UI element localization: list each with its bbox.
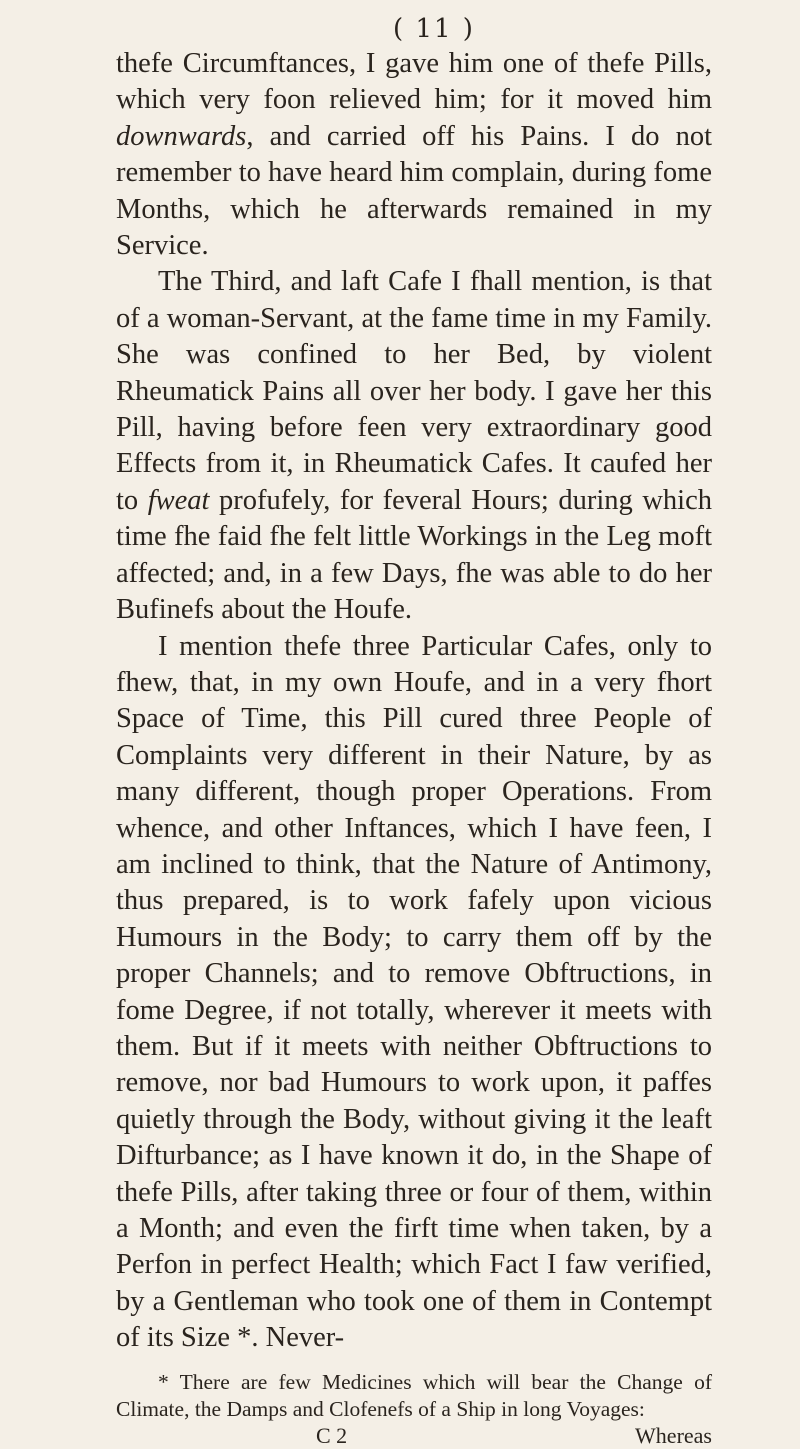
footnote: * There are few Medicines which will bear the Change of Climate, the Damps and Clofenefs of a Ship in long Voyages: <box>116 1369 712 1421</box>
paragraph <box>116 264 712 628</box>
italic-text: fweat <box>147 484 210 516</box>
signature-mark: C 2 <box>316 1422 348 1448</box>
text-run: thefe Circumftances, I gave him one of thefe Pills, which very foon relieved him; for it moved him <box>116 48 712 116</box>
page-number: ( 11 ) <box>393 14 475 44</box>
page-foot <box>116 1423 712 1449</box>
text-run: profufely, for feveral Hours; during which time fhe faid fhe felt little Workings in the Leg moft affected; and, in a few Days, fhe was able to do her Bufinefs about the Houfe. <box>116 484 712 626</box>
catchword: Whereas <box>635 1422 712 1448</box>
paragraph <box>116 629 712 1357</box>
body-text <box>116 46 712 1357</box>
italic-text: downwards <box>116 120 247 152</box>
text-run: , and carried off his Pains. I do not remember to have heard him complain, during fome Months, which he afterwards remained in my Service. <box>116 120 712 262</box>
text-run: I mention thefe three Particular Cafes, only to fhew, that, in my own Houfe, and in a very fhort Space of Time, this Pill cured three People of Complaints very different in their Nature, by as many different, though proper Operations. From whence, and other Inftances, which I have feen, I am inclined to think, that the Nature of Antimony, thus prepared, is to work fafely upon vicious Humours in the Body; to carry them off by the proper Channels; and to remove Obftructions, in fome Degree, if not totally, wherever it meets with them. But if it meets with neither Obftructions to remove, nor bad Humours to work upon, it paffes quietly through the Body, without giving it the leaft Difturbance; as I have known it do, in the Shape of thefe Pills, after taking three or four of them, within a Month; and even the firft time when taken, by a Perfon in perfect Health; which Fact I faw verified, by a Gentleman who took one of them in Contempt of its Size *. Never- <box>116 630 712 1354</box>
paragraph <box>116 46 712 264</box>
text-run: The Third, and laft Cafe I fhall mention, is that of a woman-Servant, at the fame time in my Family. She was confined to her Bed, by violent Rheumatick Pains all over her body. I gave her this Pill, having before feen very extraordinary good Effects from it, in Rheumatick Cafes. It caufed her to <box>116 266 712 516</box>
